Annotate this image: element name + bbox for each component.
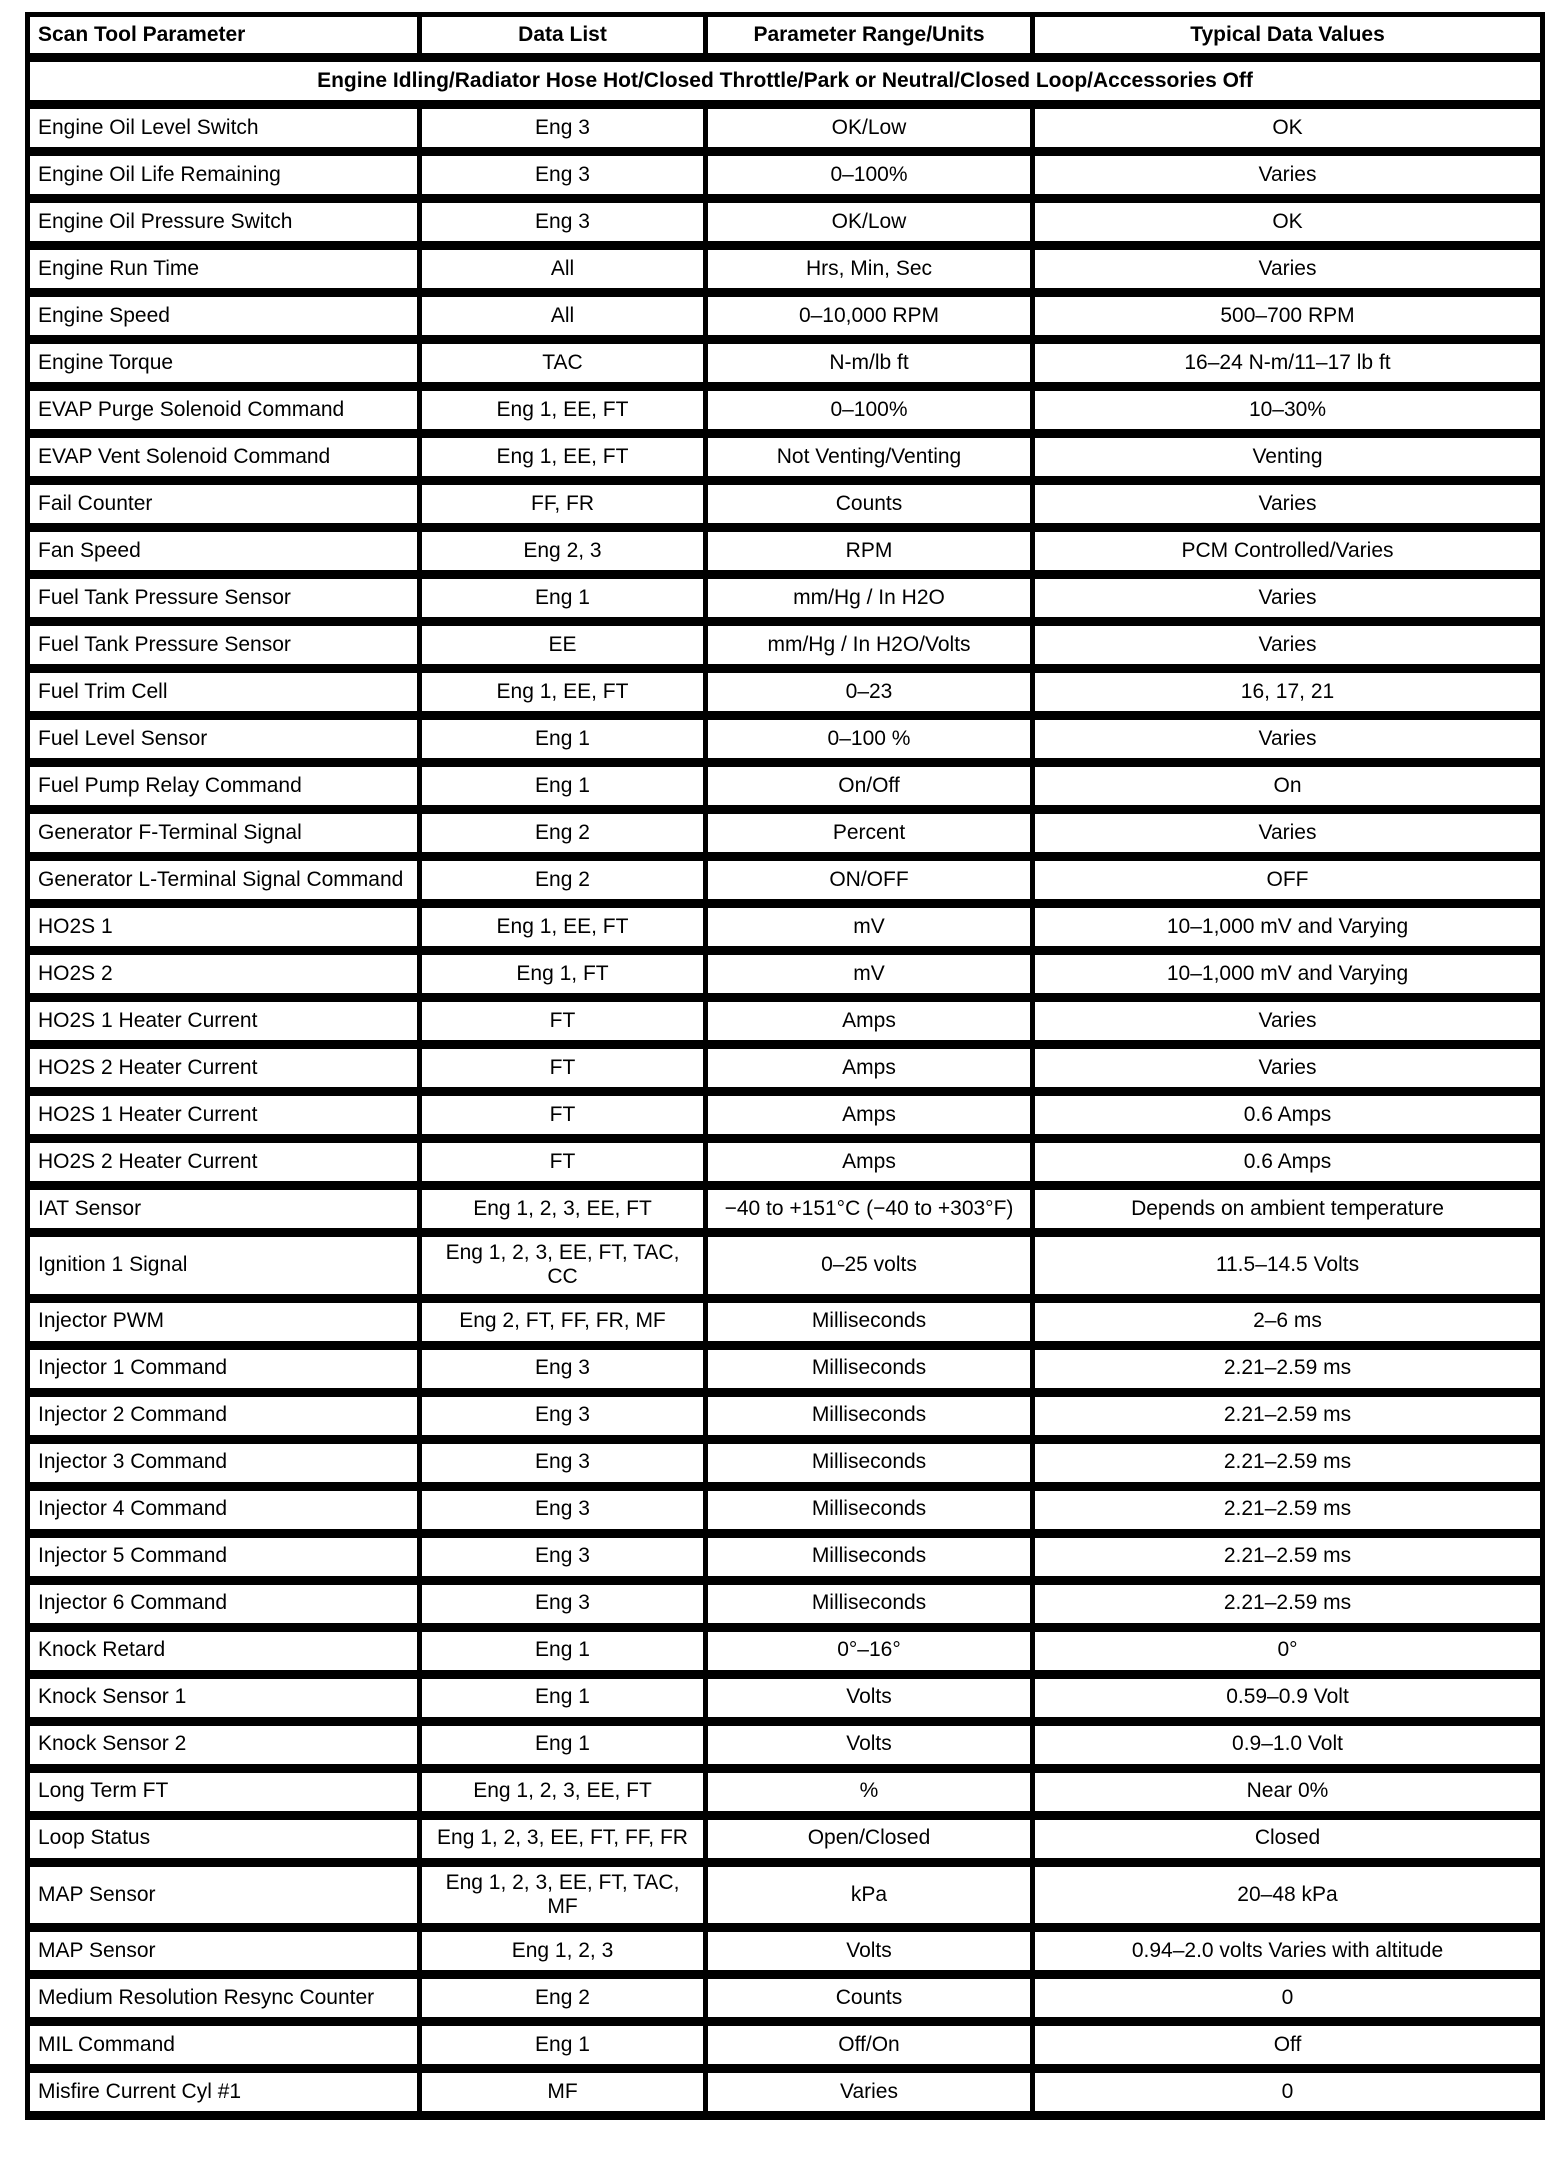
- table-row: [28, 763, 1543, 810]
- table-row: [28, 904, 1543, 951]
- cell-typical-data-value: 0.6 Amps: [1033, 1092, 1543, 1139]
- cell-data-list: Eng 1: [420, 2021, 706, 2068]
- cell-data-list: Eng 3: [420, 1486, 706, 1533]
- table-row: [28, 1486, 1543, 1533]
- cell-scan-tool-parameter: HO2S 2 Heater Current: [28, 1139, 420, 1186]
- column-header-parameter-range-units: Parameter Range/Units: [706, 15, 1033, 58]
- cell-scan-tool-parameter: Engine Oil Pressure Switch: [28, 199, 420, 246]
- cell-typical-data-value: 0.94–2.0 volts Varies with altitude: [1033, 1927, 1543, 1974]
- cell-parameter-range-units: mV: [706, 904, 1033, 951]
- cell-data-list: FT: [420, 1139, 706, 1186]
- cell-scan-tool-parameter: HO2S 1 Heater Current: [28, 1092, 420, 1139]
- cell-parameter-range-units: Off/On: [706, 2021, 1033, 2068]
- cell-parameter-range-units: Open/Closed: [706, 1815, 1033, 1862]
- cell-data-list: Eng 2, FT, FF, FR, MF: [420, 1298, 706, 1345]
- table-row: [28, 434, 1543, 481]
- cell-parameter-range-units: Amps: [706, 1092, 1033, 1139]
- column-header-data-list: Data List: [420, 15, 706, 58]
- cell-parameter-range-units: Milliseconds: [706, 1533, 1033, 1580]
- cell-scan-tool-parameter: Engine Torque: [28, 340, 420, 387]
- cell-typical-data-value: PCM Controlled/Varies: [1033, 528, 1543, 575]
- cell-parameter-range-units: Amps: [706, 1139, 1033, 1186]
- cell-data-list: Eng 2: [420, 857, 706, 904]
- cell-scan-tool-parameter: Ignition 1 Signal: [28, 1233, 420, 1298]
- column-header-scan-tool-parameter: Scan Tool Parameter: [28, 15, 420, 58]
- cell-data-list: Eng 3: [420, 105, 706, 152]
- cell-typical-data-value: OK: [1033, 199, 1543, 246]
- table-row: [28, 857, 1543, 904]
- cell-typical-data-value: Venting: [1033, 434, 1543, 481]
- cell-data-list: Eng 3: [420, 1439, 706, 1486]
- cell-parameter-range-units: 0–100 %: [706, 716, 1033, 763]
- cell-scan-tool-parameter: Long Term FT: [28, 1768, 420, 1815]
- cell-parameter-range-units: Milliseconds: [706, 1580, 1033, 1627]
- cell-data-list: Eng 1: [420, 575, 706, 622]
- cell-parameter-range-units: 0–23: [706, 669, 1033, 716]
- cell-scan-tool-parameter: Engine Speed: [28, 293, 420, 340]
- table-row: [28, 1580, 1543, 1627]
- cell-data-list: FF, FR: [420, 481, 706, 528]
- cell-scan-tool-parameter: Fuel Tank Pressure Sensor: [28, 622, 420, 669]
- cell-scan-tool-parameter: EVAP Vent Solenoid Command: [28, 434, 420, 481]
- cell-typical-data-value: Varies: [1033, 716, 1543, 763]
- cell-typical-data-value: 20–48 kPa: [1033, 1862, 1543, 1927]
- cell-scan-tool-parameter: Engine Oil Life Remaining: [28, 152, 420, 199]
- cell-scan-tool-parameter: MIL Command: [28, 2021, 420, 2068]
- table-row: [28, 481, 1543, 528]
- cell-parameter-range-units: OK/Low: [706, 199, 1033, 246]
- cell-scan-tool-parameter: Injector 2 Command: [28, 1392, 420, 1439]
- cell-scan-tool-parameter: Injector 1 Command: [28, 1345, 420, 1392]
- cell-data-list: Eng 2, 3: [420, 528, 706, 575]
- table-row: [28, 622, 1543, 669]
- cell-parameter-range-units: Not Venting/Venting: [706, 434, 1033, 481]
- cell-data-list: Eng 3: [420, 152, 706, 199]
- cell-data-list: Eng 1, 2, 3, EE, FT, TAC, CC: [420, 1233, 706, 1298]
- cell-scan-tool-parameter: HO2S 1 Heater Current: [28, 998, 420, 1045]
- cell-parameter-range-units: Volts: [706, 1721, 1033, 1768]
- table-row: [28, 1233, 1543, 1298]
- cell-parameter-range-units: RPM: [706, 528, 1033, 575]
- cell-parameter-range-units: ON/OFF: [706, 857, 1033, 904]
- cell-typical-data-value: 0.59–0.9 Volt: [1033, 1674, 1543, 1721]
- cell-scan-tool-parameter: Loop Status: [28, 1815, 420, 1862]
- table-row: [28, 1862, 1543, 1927]
- condition-banner: Engine Idling/Radiator Hose Hot/Closed Throttle/Park or Neutral/Closed Loop/Accessories Off: [28, 58, 1543, 105]
- cell-scan-tool-parameter: IAT Sensor: [28, 1186, 420, 1233]
- cell-data-list: Eng 1, 2, 3, EE, FT, FF, FR: [420, 1815, 706, 1862]
- table-row: [28, 1045, 1543, 1092]
- table-row: [28, 528, 1543, 575]
- cell-data-list: Eng 3: [420, 199, 706, 246]
- cell-data-list: All: [420, 293, 706, 340]
- table-row: [28, 2021, 1543, 2068]
- cell-typical-data-value: OK: [1033, 105, 1543, 152]
- cell-data-list: Eng 2: [420, 1974, 706, 2021]
- cell-typical-data-value: Off: [1033, 2021, 1543, 2068]
- cell-typical-data-value: 2.21–2.59 ms: [1033, 1439, 1543, 1486]
- cell-typical-data-value: 2.21–2.59 ms: [1033, 1533, 1543, 1580]
- table-row: [28, 1345, 1543, 1392]
- cell-parameter-range-units: Volts: [706, 1927, 1033, 1974]
- cell-typical-data-value: 0.9–1.0 Volt: [1033, 1721, 1543, 1768]
- cell-data-list: Eng 1, EE, FT: [420, 904, 706, 951]
- cell-scan-tool-parameter: Knock Sensor 1: [28, 1674, 420, 1721]
- cell-scan-tool-parameter: Engine Oil Level Switch: [28, 105, 420, 152]
- cell-scan-tool-parameter: Injector 5 Command: [28, 1533, 420, 1580]
- cell-typical-data-value: 0: [1033, 1974, 1543, 2021]
- cell-data-list: Eng 1: [420, 716, 706, 763]
- cell-data-list: EE: [420, 622, 706, 669]
- table-row: [28, 293, 1543, 340]
- table-row: [28, 105, 1543, 152]
- cell-parameter-range-units: mV: [706, 951, 1033, 998]
- cell-typical-data-value: 10–30%: [1033, 387, 1543, 434]
- table-row: [28, 340, 1543, 387]
- cell-scan-tool-parameter: HO2S 2 Heater Current: [28, 1045, 420, 1092]
- table-row: [28, 199, 1543, 246]
- cell-data-list: Eng 3: [420, 1533, 706, 1580]
- cell-scan-tool-parameter: Injector 3 Command: [28, 1439, 420, 1486]
- table-row: [28, 1298, 1543, 1345]
- cell-data-list: Eng 1, 2, 3, EE, FT, TAC, MF: [420, 1862, 706, 1927]
- cell-scan-tool-parameter: Fan Speed: [28, 528, 420, 575]
- cell-parameter-range-units: Amps: [706, 998, 1033, 1045]
- cell-scan-tool-parameter: Fail Counter: [28, 481, 420, 528]
- cell-parameter-range-units: OK/Low: [706, 105, 1033, 152]
- table-row: [28, 716, 1543, 763]
- table-row: [28, 951, 1543, 998]
- cell-parameter-range-units: 0–100%: [706, 152, 1033, 199]
- cell-data-list: Eng 1: [420, 763, 706, 810]
- cell-parameter-range-units: −40 to +151°C (−40 to +303°F): [706, 1186, 1033, 1233]
- cell-parameter-range-units: kPa: [706, 1862, 1033, 1927]
- cell-parameter-range-units: Milliseconds: [706, 1345, 1033, 1392]
- cell-scan-tool-parameter: Knock Retard: [28, 1627, 420, 1674]
- table-row: [28, 1439, 1543, 1486]
- cell-typical-data-value: Varies: [1033, 246, 1543, 293]
- cell-typical-data-value: 11.5–14.5 Volts: [1033, 1233, 1543, 1298]
- cell-parameter-range-units: mm/Hg / In H2O/Volts: [706, 622, 1033, 669]
- header-row: [28, 15, 1543, 58]
- cell-data-list: FT: [420, 1045, 706, 1092]
- table-row: [28, 1815, 1543, 1862]
- table-row: [28, 387, 1543, 434]
- table-header: [28, 15, 1543, 105]
- cell-typical-data-value: 0°: [1033, 1627, 1543, 1674]
- cell-data-list: Eng 1, EE, FT: [420, 669, 706, 716]
- cell-typical-data-value: Depends on ambient temperature: [1033, 1186, 1543, 1233]
- cell-parameter-range-units: %: [706, 1768, 1033, 1815]
- table-row: [28, 810, 1543, 857]
- table-row: [28, 2068, 1543, 2115]
- cell-typical-data-value: 16–24 N-m/11–17 lb ft: [1033, 340, 1543, 387]
- table-row: [28, 1721, 1543, 1768]
- cell-data-list: Eng 1: [420, 1627, 706, 1674]
- cell-typical-data-value: 10–1,000 mV and Varying: [1033, 904, 1543, 951]
- cell-parameter-range-units: Milliseconds: [706, 1439, 1033, 1486]
- cell-typical-data-value: 2.21–2.59 ms: [1033, 1580, 1543, 1627]
- cell-data-list: TAC: [420, 340, 706, 387]
- table-row: [28, 998, 1543, 1045]
- cell-parameter-range-units: Counts: [706, 481, 1033, 528]
- cell-typical-data-value: 16, 17, 21: [1033, 669, 1543, 716]
- table-row: [28, 1927, 1543, 1974]
- cell-parameter-range-units: 0°–16°: [706, 1627, 1033, 1674]
- cell-typical-data-value: Varies: [1033, 152, 1543, 199]
- cell-typical-data-value: 10–1,000 mV and Varying: [1033, 951, 1543, 998]
- cell-parameter-range-units: Counts: [706, 1974, 1033, 2021]
- cell-data-list: FT: [420, 998, 706, 1045]
- cell-parameter-range-units: Volts: [706, 1674, 1033, 1721]
- table-body: [28, 105, 1543, 2116]
- cell-scan-tool-parameter: MAP Sensor: [28, 1927, 420, 1974]
- cell-typical-data-value: Varies: [1033, 1045, 1543, 1092]
- cell-data-list: All: [420, 246, 706, 293]
- cell-parameter-range-units: Varies: [706, 2068, 1033, 2115]
- cell-scan-tool-parameter: EVAP Purge Solenoid Command: [28, 387, 420, 434]
- table-row: [28, 1768, 1543, 1815]
- cell-parameter-range-units: 0–10,000 RPM: [706, 293, 1033, 340]
- cell-parameter-range-units: Hrs, Min, Sec: [706, 246, 1033, 293]
- cell-typical-data-value: 0: [1033, 2068, 1543, 2115]
- cell-typical-data-value: 0.6 Amps: [1033, 1139, 1543, 1186]
- cell-scan-tool-parameter: Engine Run Time: [28, 246, 420, 293]
- cell-data-list: Eng 1, EE, FT: [420, 387, 706, 434]
- table-row: [28, 575, 1543, 622]
- scan-tool-parameter-table: [25, 12, 1545, 2120]
- cell-data-list: Eng 1: [420, 1721, 706, 1768]
- cell-typical-data-value: 2–6 ms: [1033, 1298, 1543, 1345]
- cell-parameter-range-units: 0–25 volts: [706, 1233, 1033, 1298]
- cell-typical-data-value: OFF: [1033, 857, 1543, 904]
- cell-scan-tool-parameter: Medium Resolution Resync Counter: [28, 1974, 420, 2021]
- cell-scan-tool-parameter: Injector 4 Command: [28, 1486, 420, 1533]
- table-row: [28, 152, 1543, 199]
- cell-scan-tool-parameter: Fuel Trim Cell: [28, 669, 420, 716]
- cell-parameter-range-units: Milliseconds: [706, 1486, 1033, 1533]
- cell-scan-tool-parameter: Generator F-Terminal Signal: [28, 810, 420, 857]
- table-row: [28, 1392, 1543, 1439]
- cell-data-list: Eng 1, 2, 3: [420, 1927, 706, 1974]
- cell-data-list: Eng 2: [420, 810, 706, 857]
- cell-scan-tool-parameter: Fuel Tank Pressure Sensor: [28, 575, 420, 622]
- cell-data-list: Eng 3: [420, 1392, 706, 1439]
- table-row: [28, 1974, 1543, 2021]
- cell-scan-tool-parameter: Injector PWM: [28, 1298, 420, 1345]
- cell-scan-tool-parameter: Misfire Current Cyl #1: [28, 2068, 420, 2115]
- cell-data-list: Eng 3: [420, 1345, 706, 1392]
- cell-parameter-range-units: N-m/lb ft: [706, 340, 1033, 387]
- cell-typical-data-value: Varies: [1033, 622, 1543, 669]
- cell-data-list: Eng 1, FT: [420, 951, 706, 998]
- cell-scan-tool-parameter: Fuel Pump Relay Command: [28, 763, 420, 810]
- cell-parameter-range-units: mm/Hg / In H2O: [706, 575, 1033, 622]
- cell-typical-data-value: Varies: [1033, 810, 1543, 857]
- cell-data-list: Eng 1: [420, 1674, 706, 1721]
- column-header-typical-data-values: Typical Data Values: [1033, 15, 1543, 58]
- table-row: [28, 669, 1543, 716]
- table-row: [28, 1627, 1543, 1674]
- table-row: [28, 1092, 1543, 1139]
- cell-scan-tool-parameter: Knock Sensor 2: [28, 1721, 420, 1768]
- table-row: [28, 1139, 1543, 1186]
- cell-parameter-range-units: On/Off: [706, 763, 1033, 810]
- condition-row: [28, 58, 1543, 105]
- cell-data-list: Eng 1, 2, 3, EE, FT: [420, 1186, 706, 1233]
- cell-data-list: Eng 1, EE, FT: [420, 434, 706, 481]
- cell-parameter-range-units: Amps: [706, 1045, 1033, 1092]
- cell-typical-data-value: Varies: [1033, 998, 1543, 1045]
- cell-typical-data-value: Varies: [1033, 575, 1543, 622]
- cell-parameter-range-units: Percent: [706, 810, 1033, 857]
- cell-typical-data-value: Closed: [1033, 1815, 1543, 1862]
- cell-data-list: FT: [420, 1092, 706, 1139]
- cell-data-list: Eng 1, 2, 3, EE, FT: [420, 1768, 706, 1815]
- table-row: [28, 1674, 1543, 1721]
- cell-parameter-range-units: Milliseconds: [706, 1298, 1033, 1345]
- cell-typical-data-value: 2.21–2.59 ms: [1033, 1392, 1543, 1439]
- cell-data-list: MF: [420, 2068, 706, 2115]
- cell-scan-tool-parameter: Fuel Level Sensor: [28, 716, 420, 763]
- cell-typical-data-value: 2.21–2.59 ms: [1033, 1345, 1543, 1392]
- cell-parameter-range-units: Milliseconds: [706, 1392, 1033, 1439]
- cell-typical-data-value: 2.21–2.59 ms: [1033, 1486, 1543, 1533]
- table-row: [28, 1186, 1543, 1233]
- cell-scan-tool-parameter: HO2S 2: [28, 951, 420, 998]
- cell-typical-data-value: Near 0%: [1033, 1768, 1543, 1815]
- cell-parameter-range-units: 0–100%: [706, 387, 1033, 434]
- cell-typical-data-value: Varies: [1033, 481, 1543, 528]
- cell-scan-tool-parameter: HO2S 1: [28, 904, 420, 951]
- table-row: [28, 1533, 1543, 1580]
- cell-scan-tool-parameter: Generator L-Terminal Signal Command: [28, 857, 420, 904]
- cell-scan-tool-parameter: Injector 6 Command: [28, 1580, 420, 1627]
- table-row: [28, 246, 1543, 293]
- cell-typical-data-value: On: [1033, 763, 1543, 810]
- cell-data-list: Eng 3: [420, 1580, 706, 1627]
- cell-scan-tool-parameter: MAP Sensor: [28, 1862, 420, 1927]
- cell-typical-data-value: 500–700 RPM: [1033, 293, 1543, 340]
